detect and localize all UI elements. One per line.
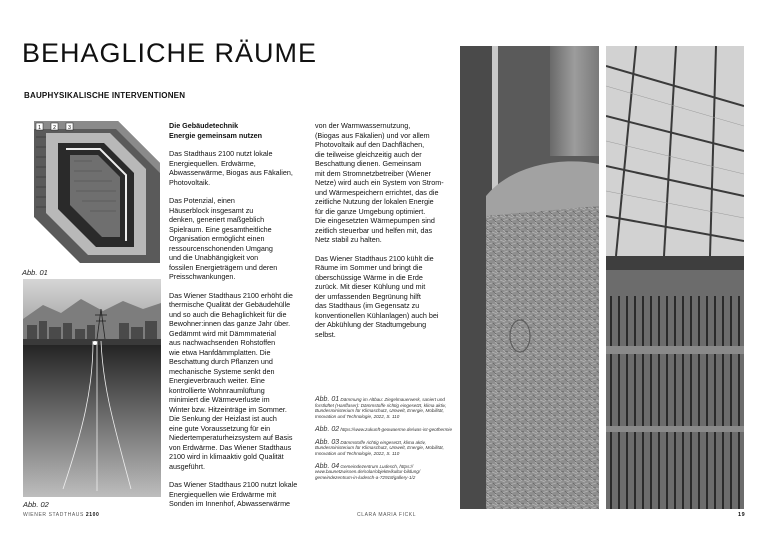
reference-item [315,440,457,457]
reference-abb: Abb. 01 [315,396,340,403]
geothermal-figure [23,279,161,497]
reference-abb: Abb. 04 [315,462,340,470]
fig1-label-2: 2 [53,125,56,131]
text-column-2 [315,121,455,348]
reference-abb: Abb. 03 [315,438,340,446]
column1-paragraph-1: Das Stadthaus 2100 nutzt lokale Energiequellen. Erdwärme, Abwasserwärme, Biogas aus Fäkalien, Photovoltaik. [169,149,293,187]
section-subtitle: BAUPHYSIKALISCHE INTERVENTIONEN [24,91,186,100]
column1-paragraph-2: Das Potenzial, einen Häuserblock insgesamt zu denken, generiert maßgeblich Spielraum. Eine gesamtheitliche Organisation ermöglicht einen ressourcenschonenden Umgang und die Unabhängigkeit von fossilen Energieträgern und deren Preisschwankungen. [169,196,278,281]
column1-paragraph-3: Das Wiener Stadthaus 2100 erhöht die thermische Qualität der Gebäudehülle und so auch die Behaglichkeit für die Bewohner:innen das ganze Jahr über. Gedämmt wird mit Dämmmaterial aus nachwachsenden Rohstoffen wie etwa Hanfdämmplatten. Die Beschattung durch Pflanzen und mechanische Systeme senkt den Energieverbrauch weiter. Eine kontrollierte Wohnraumlüftung minimiert die Wärmeverluste im Winter bzw. Hitzeinträge im Sommer. Die Senkung der Heizlast ist auch eine gute Voraussetzung für ein Niedertemperaturheizsystem auf Basis von Erdwärme. Das Wiener Stadthaus 2100 wird in klimaaktiv gold Qualität ausgeführt. [169,290,293,471]
wall-section-figure [22,115,162,263]
fig1-label-1: 1 [38,125,41,131]
glass-roof-photo [606,46,744,509]
footer-publication-number: 2100 [85,512,100,518]
reference-text: Gemeindezentrum Ludesch, https:// www.baunetzwissen.de/solar/objekte/kultur-bildung/ gemeindezentrum-in-ludesch-a-72918/gallery-1/2 [315,463,421,481]
reference-abb: Abb. 02 [315,425,340,433]
footer-publication-name: WIENER STADTHAUS [23,512,84,518]
text-column-1 [169,121,309,518]
column2-paragraph-2: Das Wiener Stadthaus 2100 kühlt die Räume im Sommer und bringt die überschüssige Wärme in die Erde zurück. Mit dieser Kühlung und mit der umfassenden Begrünung hilft das Stadthaus (im Gegensatz zu konventionellen Kühlanlagen) auch bei der Abkühlung der Stadtumgebung selbst. [315,253,439,339]
footer-publication [23,512,99,518]
page-title: BEHAGLICHE RÄUME [22,38,318,68]
reference-item [315,464,457,481]
reference-item [315,397,457,420]
page-number: 19 [738,512,746,518]
column1-heading: Die Gebäudetechnik Energie gemeinsam nutzen [169,121,263,140]
reference-item [315,427,457,433]
reference-text: https://www.zukunft-geowaerme.de/was-ist-geothermie [340,426,452,432]
image-references [315,397,457,488]
reference-text: Dämmstoffe richtig eingesetzt, klima aktiv, Bundesministerium für Klimaschutz, Umwelt, Energie, Mobilität, Innovation und Technologie, 2022, S. 110 [315,439,444,456]
hemp-insulation-photo [460,46,599,509]
fig1-caption: Abb. 01 [22,268,48,277]
reference-text: Dämmung im Altbau: Ziegelmauerwerk, saniert und forstlüftet (Hanffaser): Dämmstoffe richtig eingesetzt, klima aktiv, Bundesministerium für Klimaschutz, Umwelt, Energie, Mobilität, Innovation und Technologie, 2022, S. 110 [315,397,447,420]
footer-author: CLARA MARIA FICKL [357,512,417,518]
column2-paragraph-1: von der Warmwassernutzung, (Biogas aus Fäkalien) und vor allem Photovoltaik auf den Dachflächen, die teilweise gleichzeitig auch der Beschattung dienen. Gemeinsam mit dem Stromnetzbetreiber (Wiener Netze) wird auch ein System von Strom- und Wärmespeichern errichtet, das die zeitliche Nutzung der lokalen Energie für die ganze Umgebung optimiert. Die eingesetzten Wärmepumpen sind zeitlich steuerbar und helfen mit, das Netz stabil zu halten. [315,121,444,244]
fig2-caption: Abb. 02 [23,500,49,509]
fig1-label-3: 3 [68,125,71,131]
column1-paragraph-4: Das Wiener Stadthaus 2100 nutzt lokale Energiequellen wie Erdwärme mit Sonden im Innenhof, Abwasserwärme [169,480,298,508]
